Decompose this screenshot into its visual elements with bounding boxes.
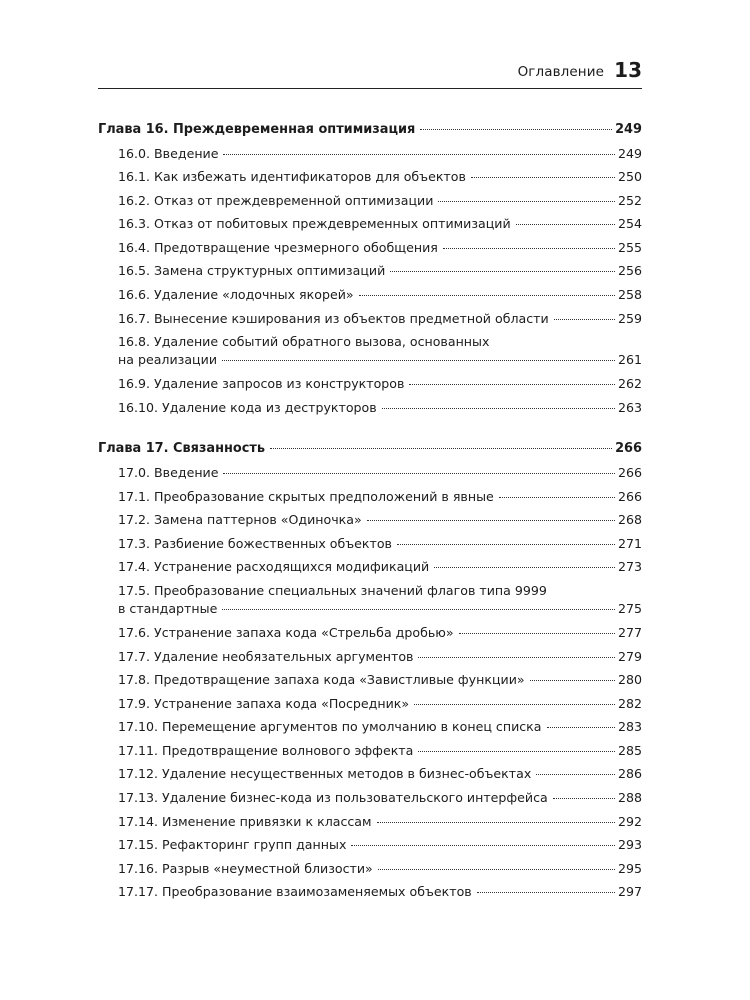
dot-leader [547, 727, 615, 728]
entry-title: 16.3. Отказ от побитовых преждевременных оптимизаций [118, 216, 511, 231]
entry-page: 280 [617, 672, 642, 687]
dot-leader [270, 448, 612, 449]
toc-entry[interactable] [98, 582, 642, 618]
chapter-page: 266 [615, 441, 642, 456]
dot-leader [536, 774, 615, 775]
dot-leader [414, 704, 615, 705]
toc-entry[interactable] [98, 399, 642, 417]
entry-page: 279 [617, 649, 642, 664]
toc-entry[interactable] [98, 535, 642, 553]
entry-title: 17.14. Изменение привязки к классам [118, 814, 372, 829]
dot-leader [409, 384, 615, 385]
page-header [98, 58, 642, 89]
entry-title: 17.12. Удаление несущественных методов в бизнес-объектах [118, 766, 532, 781]
toc-entry[interactable] [98, 333, 642, 369]
toc-entry[interactable] [98, 511, 642, 529]
toc-entry[interactable] [98, 239, 642, 257]
dot-leader [397, 544, 615, 545]
dot-leader [438, 201, 615, 202]
toc-entry[interactable] [98, 464, 642, 482]
entry-page: 255 [617, 240, 642, 255]
entry-title: 16.4. Предотвращение чрезмерного обобщения [118, 240, 438, 255]
entry-title: 17.5. Преобразование специальных значений флагов типа 9999 [118, 583, 547, 598]
toc-entry[interactable] [98, 671, 642, 689]
toc-entry[interactable] [98, 624, 642, 642]
dot-leader [418, 751, 615, 752]
entry-page: 271 [617, 536, 642, 551]
chapter-page: 249 [615, 122, 642, 137]
entry-page: 250 [617, 169, 642, 184]
toc-entry[interactable] [98, 145, 642, 163]
entry-page: 283 [617, 719, 642, 734]
entry-page: 293 [617, 837, 642, 852]
dot-leader [434, 567, 615, 568]
entry-page: 268 [617, 512, 642, 527]
entry-page: 273 [617, 559, 642, 574]
toc-entry[interactable] [98, 695, 642, 713]
dot-leader [390, 271, 615, 272]
toc-entry[interactable] [98, 789, 642, 807]
entry-title: 17.11. Предотвращение волнового эффекта [118, 743, 414, 758]
entry-page: 249 [617, 146, 642, 161]
chapter-title: Глава 17. Связанность [98, 441, 266, 456]
entry-page: 262 [617, 376, 642, 391]
entry-title: 17.6. Устранение запаха кода «Стрельба дробью» [118, 625, 454, 640]
toc-entry[interactable] [98, 836, 642, 854]
entry-title: 17.10. Перемещение аргументов по умолчанию в конец списка [118, 719, 542, 734]
entry-title-continued: на реализации [118, 352, 218, 367]
entry-title: 16.6. Удаление «лодочных якорей» [118, 287, 354, 302]
dot-leader [516, 224, 615, 225]
entry-title: 17.9. Устранение запаха кода «Посредник» [118, 696, 410, 711]
entry-title: 17.7. Удаление необязательных аргументов [118, 649, 414, 664]
toc-entry[interactable] [98, 718, 642, 736]
entry-page: 295 [617, 861, 642, 876]
dot-leader [222, 360, 615, 361]
entry-page: 282 [617, 696, 642, 711]
entry-page: 277 [617, 625, 642, 640]
toc-entry[interactable] [98, 883, 642, 901]
entry-page: 259 [617, 311, 642, 326]
toc-entry[interactable] [98, 192, 642, 210]
entry-title: 17.17. Преобразование взаимозаменяемых объектов [118, 884, 472, 899]
entry-page: 252 [617, 193, 642, 208]
toc-entry[interactable] [98, 286, 642, 304]
toc-entry[interactable] [98, 262, 642, 280]
entry-title: 16.0. Введение [118, 146, 219, 161]
entry-title: 17.8. Предотвращение запаха кода «Завистливые функции» [118, 672, 525, 687]
entry-page: 256 [617, 263, 642, 278]
toc-entry[interactable] [98, 168, 642, 186]
entry-title: 16.8. Удаление событий обратного вызова, основанных [118, 334, 490, 349]
entry-title: 16.9. Удаление запросов из конструкторов [118, 376, 405, 391]
dot-leader [471, 177, 615, 178]
entry-title: 17.1. Преобразование скрытых предположений в явные [118, 489, 494, 504]
dot-leader [499, 497, 615, 498]
dot-leader [553, 798, 615, 799]
entry-title: 16.5. Замена структурных оптимизаций [118, 263, 386, 278]
entry-page: 258 [617, 287, 642, 302]
entry-page: 286 [617, 766, 642, 781]
dot-leader [359, 295, 615, 296]
toc-entry[interactable] [98, 765, 642, 783]
entry-page: 266 [617, 465, 642, 480]
entry-title: 16.10. Удаление кода из деструкторов [118, 400, 377, 415]
dot-leader [382, 408, 615, 409]
toc-entry[interactable] [98, 215, 642, 233]
dot-leader [530, 680, 615, 681]
toc-chapter-17[interactable] [98, 440, 642, 458]
toc-entry[interactable] [98, 742, 642, 760]
entry-title: 17.0. Введение [118, 465, 219, 480]
entry-title-continued: в стандартные [118, 601, 218, 616]
dot-leader [459, 633, 615, 634]
entry-title: 17.4. Устранение расходящихся модификаций [118, 559, 430, 574]
entry-page: 297 [617, 884, 642, 899]
entry-page: 261 [617, 352, 642, 367]
dot-leader [443, 248, 615, 249]
dot-leader [367, 520, 615, 521]
entry-page: 285 [617, 743, 642, 758]
entry-page: 292 [617, 814, 642, 829]
entry-page: 254 [617, 216, 642, 231]
toc-chapter-16[interactable] [98, 121, 642, 139]
toc-entry[interactable] [98, 648, 642, 666]
entry-page: 288 [617, 790, 642, 805]
dot-leader [223, 473, 614, 474]
toc-entry[interactable] [98, 860, 642, 878]
entry-title: 17.13. Удаление бизнес-кода из пользовательского интерфейса [118, 790, 548, 805]
dot-leader [223, 154, 614, 155]
dot-leader [418, 657, 614, 658]
page-number: 13 [614, 58, 642, 82]
toc-entry[interactable] [98, 375, 642, 393]
dot-leader [477, 892, 615, 893]
dot-leader [222, 609, 615, 610]
dot-leader [351, 845, 615, 846]
entry-title: 16.1. Как избежать идентификаторов для объектов [118, 169, 466, 184]
toc-entry[interactable] [98, 310, 642, 328]
entry-title: 17.15. Рефакторинг групп данных [118, 837, 347, 852]
running-head-title: Оглавление [517, 64, 604, 80]
toc-entry[interactable] [98, 813, 642, 831]
toc-entry[interactable] [98, 488, 642, 506]
entry-title: 17.16. Разрыв «неуместной близости» [118, 861, 373, 876]
entry-page: 263 [617, 400, 642, 415]
toc-entry[interactable] [98, 558, 642, 576]
dot-leader [554, 319, 615, 320]
entry-title: 17.2. Замена паттернов «Одиночка» [118, 512, 362, 527]
dot-leader [420, 129, 612, 130]
entry-title: 16.7. Вынесение кэширования из объектов предметной области [118, 311, 549, 326]
chapter-title: Глава 16. Преждевременная оптимизация [98, 122, 416, 137]
entry-page: 275 [617, 601, 642, 616]
entry-title: 17.3. Разбиение божественных объектов [118, 536, 392, 551]
entry-title: 16.2. Отказ от преждевременной оптимизации [118, 193, 434, 208]
dot-leader [378, 869, 615, 870]
entry-page: 266 [617, 489, 642, 504]
dot-leader [377, 822, 615, 823]
